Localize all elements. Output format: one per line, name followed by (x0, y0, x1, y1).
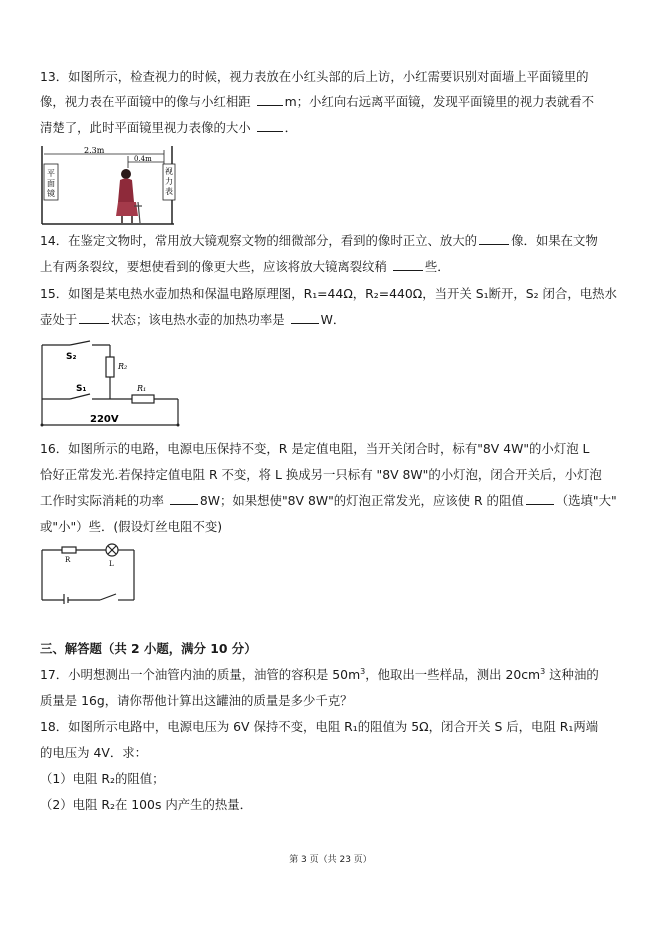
resistor-r (62, 547, 76, 553)
q18-line-3: （1）电阻 R₂的阻值； (40, 771, 165, 786)
mirror-label: 平面镜 (47, 169, 55, 198)
label-r1: R₁ (137, 384, 147, 393)
label-s2: S₂ (66, 352, 77, 362)
chart-label: 视力表 (165, 167, 173, 196)
q13-line-2: 像，视力表在平面镜中的像与小红相距 m；小红向右远离平面镜，发现平面镜里的视力表就看不 (40, 94, 595, 109)
q18-line-2: 的电压为 4V．求： (40, 745, 148, 760)
q17-line-2: 质量是 16g，请你帮他计算出这罐油的质量是多少千克？ (40, 693, 353, 708)
answer-blank[interactable] (257, 93, 283, 106)
q15-line-2: 壶处于 状态；该电热水壶的加热功率是 W． (40, 312, 346, 327)
q13-line-3: 清楚了，此时平面镜里视力表像的大小 ． (40, 120, 297, 135)
answer-blank[interactable] (79, 311, 109, 324)
q18-line-4: （2）电阻 R₂在 100s 内产生的热量． (40, 797, 253, 812)
dim-label-0-4m: 0.4m (134, 155, 152, 163)
q15-circuit-figure (40, 339, 182, 429)
answer-blank[interactable] (479, 232, 509, 245)
q14-line-2: 上有两条裂纹，要想使看到的像更大些，应该将放大镜离裂纹稍 些． (40, 259, 450, 274)
answer-blank[interactable] (291, 311, 319, 324)
label-l: L (109, 560, 114, 568)
q16-circuit-figure (40, 542, 136, 604)
label-r: R (65, 556, 71, 564)
q16-line-4: 或"小"）些．(假设灯丝电阻不变) (40, 519, 223, 534)
q16-line-1: 16．如图所示的电路，电源电压保持不变，R 是定值电阻，当开关闭合时，标有"8V 4W"的小灯泡 L (40, 441, 590, 456)
label-220v: 220V (90, 414, 119, 425)
q17-line-1: 17．小明想测出一个油管内油的质量，油管的容积是 $50m^3$，他取出一些样品，测出 $20cm^3$ 这种油的 (40, 666, 599, 682)
page-footer: 第 3 页（共 23 页） (289, 855, 372, 865)
resistor-r1 (132, 395, 154, 403)
q16-line-3: 工作时实际消耗的功率 8W；如果想使"8V 8W"的灯泡正常发光，应该使 R 的阻值 （选填"大" (40, 493, 617, 508)
answer-blank[interactable] (257, 119, 283, 132)
q13-figure (40, 144, 176, 226)
q13-line-1: 13．如图所示，检查视力的时候，视力表放在小红头部的后上访，小红需要识别对面墙上平面镜里的 (40, 69, 589, 84)
resistor-r2 (106, 357, 114, 377)
q18-line-1: 18．如图所示电路中，电源电压为 6V 保持不变，电阻 R₁的阻值为 5Ω，闭合开关 S 后，电阻 R₁两端 (40, 719, 599, 734)
answer-blank[interactable] (526, 492, 554, 505)
label-s1: S₁ (76, 384, 87, 394)
switch-blade (100, 594, 116, 600)
q16-line-2: 恰好正常发光.若保持定值电阻 R 不变，将 L 换成另一只标有 "8V 8W"的小灯泡，闭合开关后，小灯泡 (40, 467, 602, 482)
switch-s1-blade (70, 394, 90, 399)
q15-line-1: 15．如图是某电热水壶加热和保温电路原理图，R₁=44Ω，R₂=440Ω，当开关 S₁断开，S₂ 闭合，电热水 (40, 286, 617, 301)
section-3-heading: 三、解答题（共 2 小题，满分 10 分） (40, 641, 257, 656)
q14-line-1: 14．在鉴定文物时，常用放大镜观察文物的细微部分，看到的像时正立、放大的 像．如果在文物 (40, 233, 598, 248)
answer-blank[interactable] (393, 258, 423, 271)
dim-label-2-3m: 2.3m (84, 146, 105, 155)
answer-blank[interactable] (170, 492, 198, 505)
label-r2: R₂ (118, 362, 128, 371)
switch-s2-blade (70, 341, 90, 345)
